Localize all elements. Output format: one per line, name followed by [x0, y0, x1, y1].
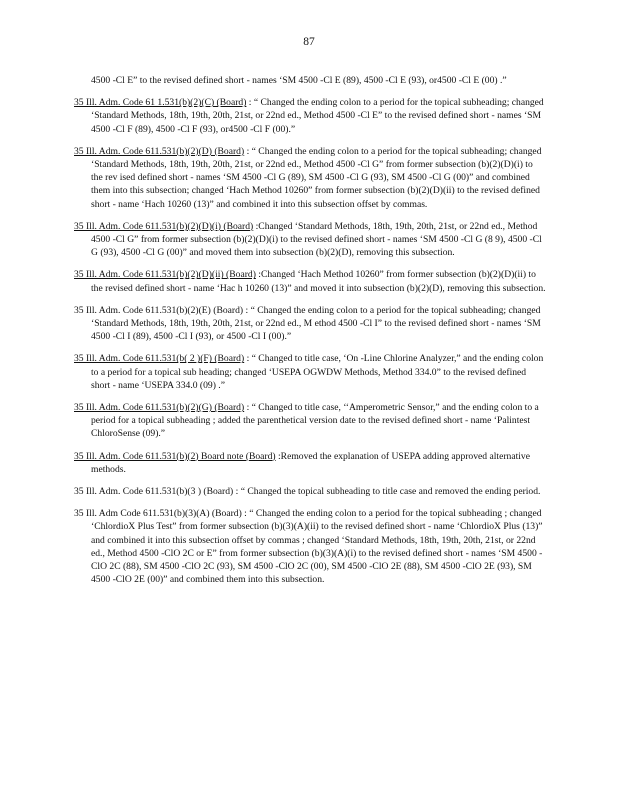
entry-text: :Removed the explanation of USEPA adding approved alternative methods. [91, 450, 530, 475]
entry-citation: 35 Ill. Adm. Code 611.531(b)(2)(E) (Board) [74, 304, 244, 316]
entry-citation: 35 Ill. Adm. Code 611.531(b)(2)(D)(i) (Board) [74, 220, 254, 232]
document-body [74, 74, 546, 596]
entry-611-531-b3 [74, 485, 546, 498]
entry-611-531-b2-board-note [74, 450, 546, 476]
entry-citation: 35 Ill. Adm. Code 61 1.531(b)(2)(C) (Board) [74, 97, 247, 109]
entry-611-531-b2Di [74, 220, 546, 260]
entry-text: : “ Changed the ending colon to a period for the topical subheading; changed ‘Standard Methods, 18th, 19th, 20th, 21st, or 22nd ed., Method 4500 -Cl G” from former subsection (b)(2)(D)(i) to the rev ised defined short - names ‘SM 4500 -Cl G (89), SM 4500 -Cl G (93), SM 4500 -Cl G (00)” and combined them into this subsection; changed ‘Hach Method 10260” from former subsection (b)(2)(D)(ii) to the revised defined short - name ‘Hach 10260 (13)” and combined it into this subsection offset by commas. [91, 145, 542, 210]
entry-citation: 35 Ill. Adm. Code 611.531(b)(2)(D) (Board) [74, 145, 245, 157]
entry-text: : “ Changed the ending colon to a period for the topical subheading; changed ‘Standard Methods, 18th, 19th, 20th, 21st, or 22nd ed., Method 4500 -Cl E” to the revised defined short - names ‘SM 4500 -Cl F (89), 4500 -Cl F (93), or4500 -Cl F (00).” [91, 97, 544, 135]
entry-text: : “ Changed to title case, ‘On -Line Chlorine Analyzer,” and the ending colon to a period for a topical sub heading; changed ‘USEPA OGWDW Methods, Method 334.0” to the revised defined short - name ‘USEPA 334.0 (09) .” [91, 353, 544, 391]
entry-citation: 35 Ill. Adm. Code 611.531(b( 2 )(F) (Board) [74, 353, 245, 365]
entry-611-531-b2E [74, 304, 546, 344]
entry-611-531-b2C [74, 96, 546, 136]
entry-611-531-b2F [74, 352, 546, 392]
entry-611-531-b2D [74, 145, 546, 211]
entry-citation: 35 Ill. Adm. Code 611.531(b)(2)(D)(ii) (Board) [74, 269, 256, 281]
entry-text: :Changed ‘Hach Method 10260” from former subsection (b)(2)(D)(ii) to the revised defined short - name ‘Hac h 10260 (13)” and moved it into subsection (b)(2)(D), removing this subsection. [91, 269, 546, 294]
entry-citation: 35 Ill. Adm. Code 611.531(b)(3 ) (Board) [74, 486, 234, 498]
entry-text: : “ Changed the ending colon to a period for the topical subheading ; changed ‘ChlordioX Plus Test” from former subsection (b)(3)(A)(ii) to the revised defined short - name ‘ChlordioX Plus (13)” and combined it into this subsection offset by commas ; changed ‘Standard Methods, 18th, 19th, 20th, 21st, or 22nd ed., Method 4500 -ClO 2C or E” from former subsection (b)(3)(A)(i) to the revised defined short - names ‘SM 4500 -ClO 2C (88), SM 4500 -ClO 2C (93), SM 4500 -ClO 2C (00), SM 4500 -ClO 2E (88), SM 4500 -ClO 2E (93), SM 4500 -ClO 2E (00)” and combined them into this subsection. [91, 508, 543, 586]
entry-611-531-b2G [74, 401, 546, 441]
entry-citation: 35 Ill. Adm. Code 611.531(b)(2)(G) (Board) [74, 402, 245, 414]
entry-611-531-b2Dii [74, 268, 546, 294]
entry-citation: 35 Ill. Adm Code 611.531(b)(3)(A) (Board) [74, 508, 242, 520]
entry-continuation [74, 74, 546, 87]
entry-citation: 35 Ill. Adm. Code 611.531(b)(2) Board note (Board) [74, 450, 276, 462]
entry-611-531-b3A [74, 507, 546, 586]
page-number: 87 [303, 36, 315, 48]
entry-text: : “ Changed the ending colon to a period for the topical subheading; changed ‘Standard Methods, 18th, 19th, 20th, 21st, or 22nd ed., M ethod 4500 -Cl I” to the revised defined short - names ‘SM 4500 -Cl I (89), 4500 -Cl I (93), or 4500 -Cl I (00).” [91, 304, 541, 343]
entry-text: : “ Changed to title case, ‘‘Amperometric Sensor,” and the ending colon to a period for a topical subheading ; added the parenthetical version date to the revised defined short - name ‘Palintest ChloroSense (09).” [91, 402, 539, 440]
entry-text: :Changed ‘Standard Methods, 18th, 19th, 20th, 21st, or 22nd ed., Method 4500 -Cl G” from former subsection (b)(2)(D)(i) to the revised defined short - names ‘SM 4500 -Cl G (8 9), 4500 -Cl G (93), 4500 -Cl G (00)” and moved them into subsection (b)(2)(D), removing this subsection. [91, 220, 542, 259]
entry-text: 4500 -Cl E” to the revised defined short - names ‘SM 4500 -Cl E (89), 4500 -Cl E (93), or4500 -Cl E (00) .” [91, 75, 507, 86]
entry-text: : “ Changed the topical subheading to title case and removed the ending period. [233, 486, 541, 498]
